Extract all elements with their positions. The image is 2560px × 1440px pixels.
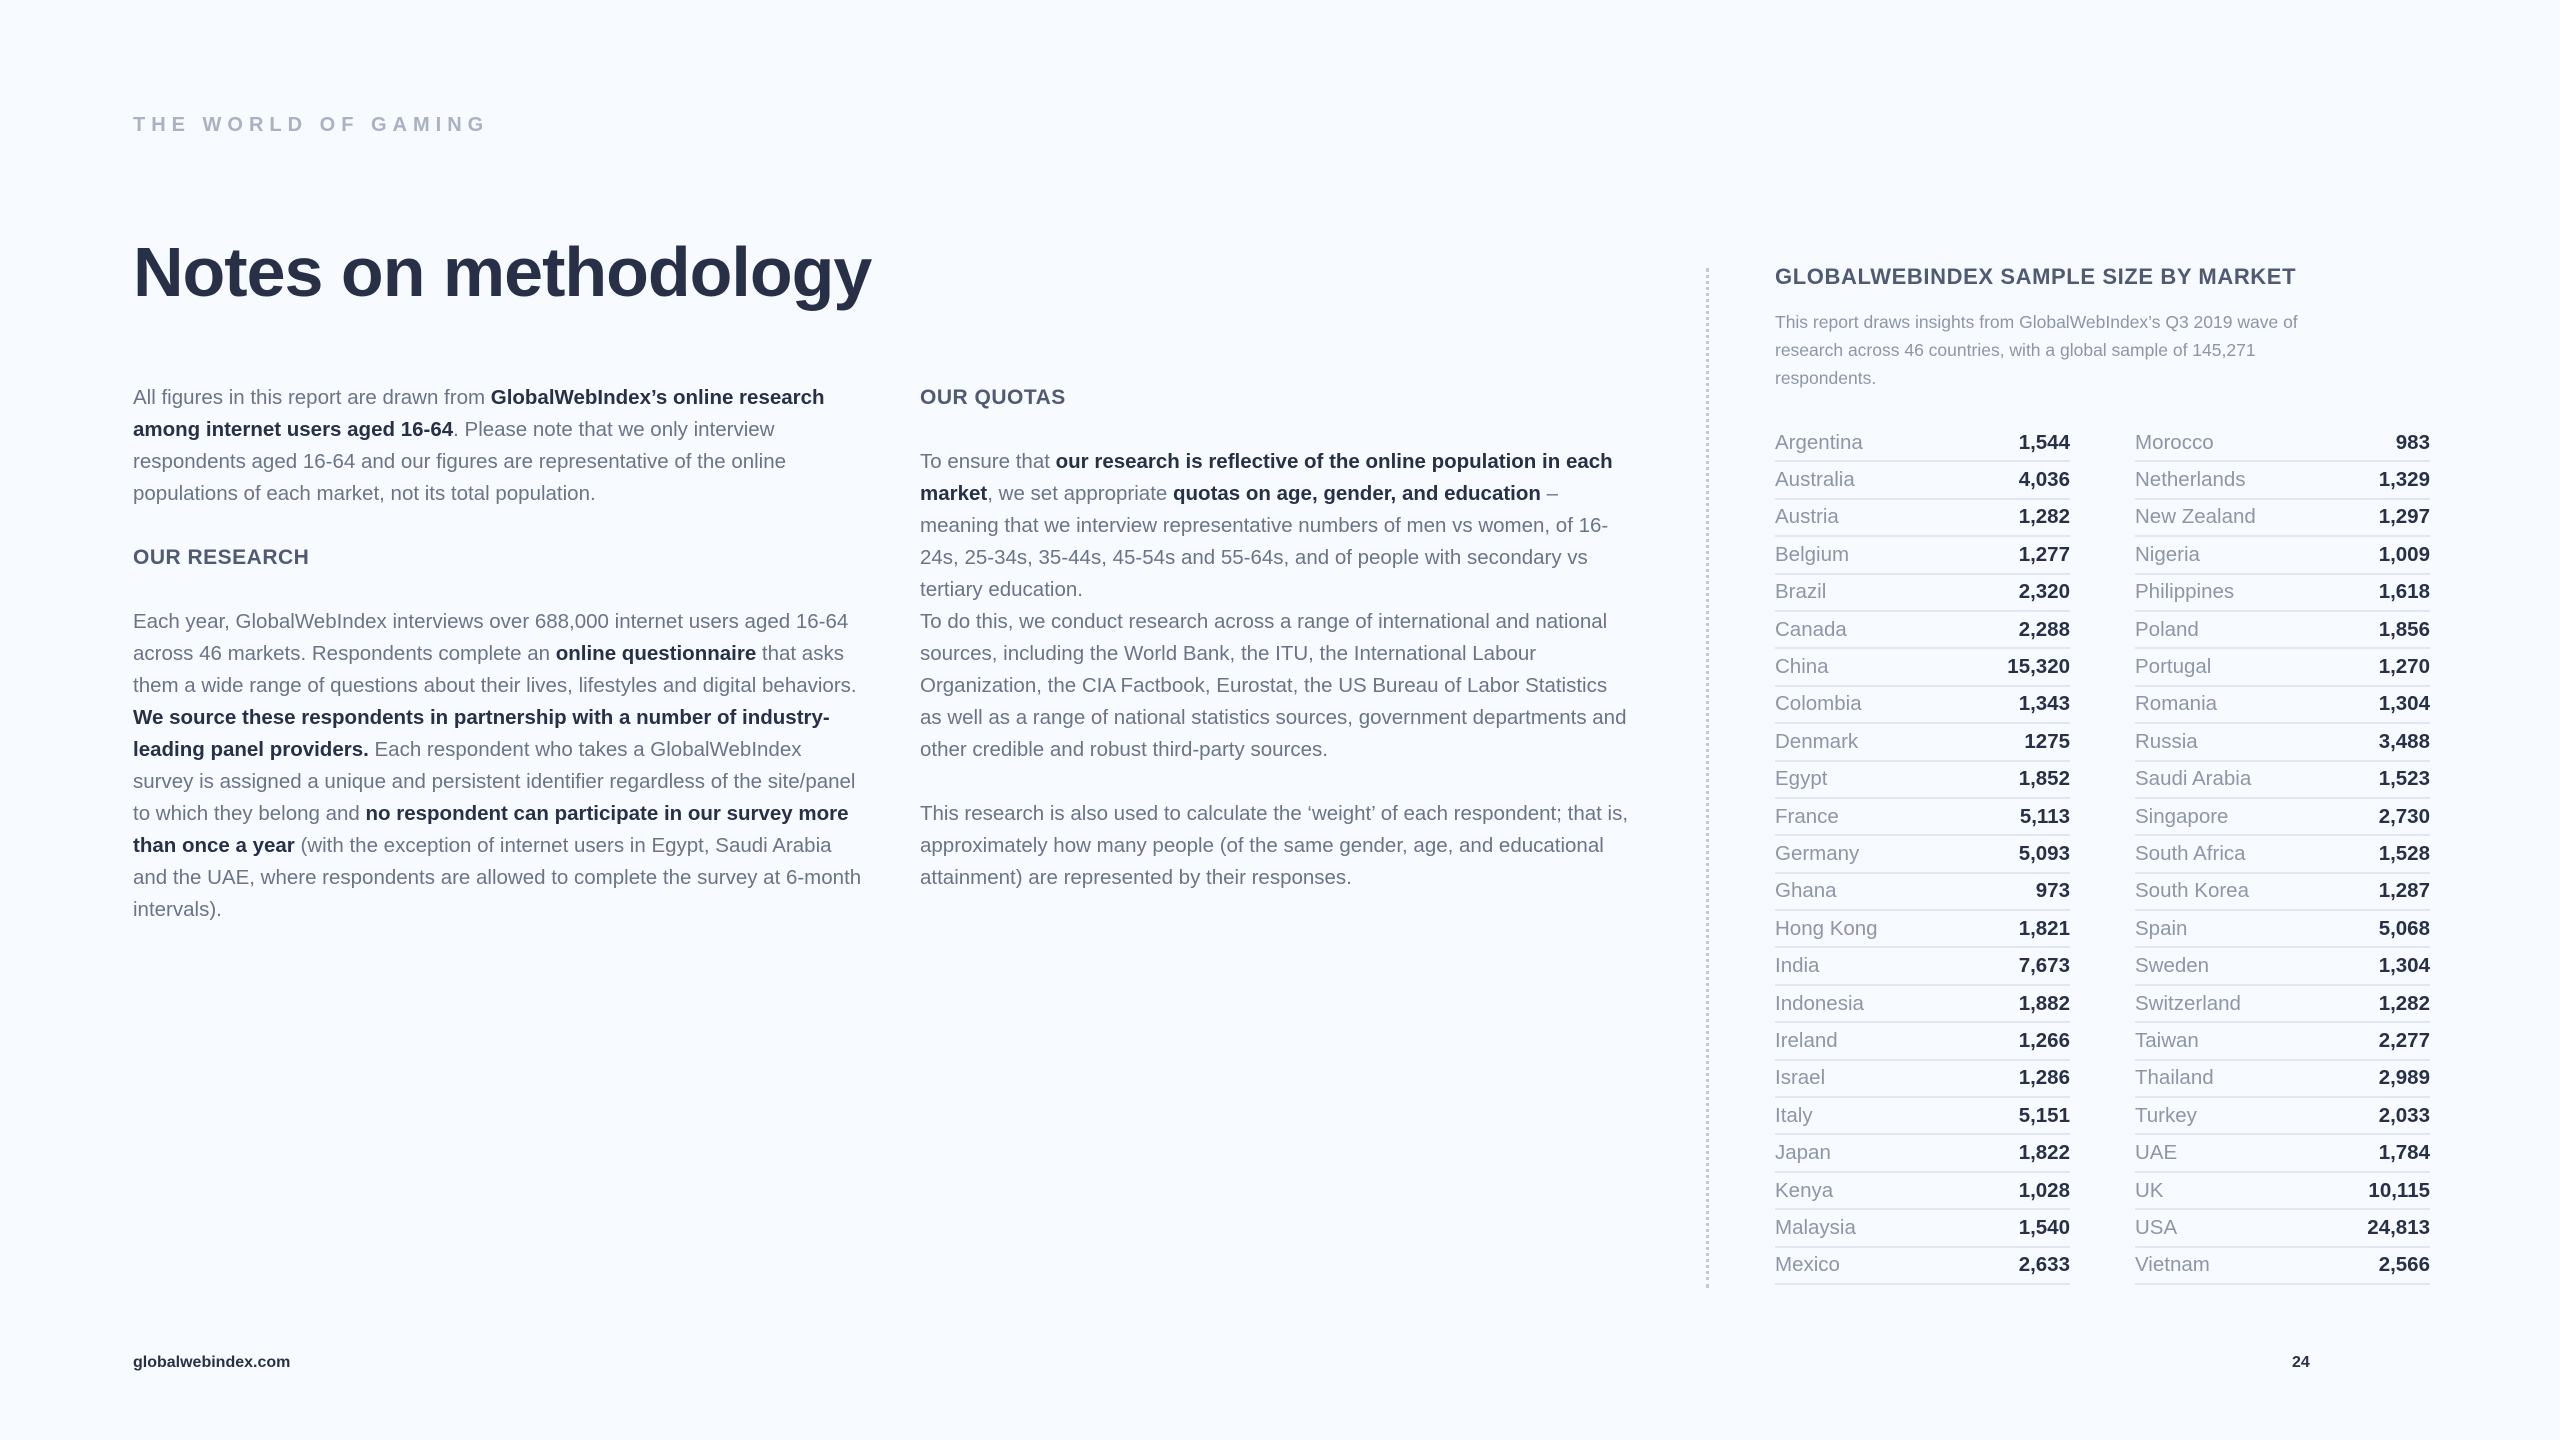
table-row: [1775, 500, 2070, 537]
country-name: Thailand: [2135, 1066, 2214, 1090]
country-name: Switzerland: [2135, 991, 2241, 1015]
sample-size: 983: [2395, 430, 2430, 454]
country-name: Brazil: [1775, 580, 1827, 604]
country-name: South Korea: [2135, 879, 2249, 903]
table-row: [2135, 1098, 2430, 1135]
sample-size: 3,488: [2378, 729, 2430, 753]
intro-text-1: All figures in this report are drawn from: [133, 386, 491, 409]
table-row: [1775, 462, 2070, 499]
dotted-divider: [1706, 268, 1709, 1288]
sample-size: 1,282: [2378, 991, 2430, 1015]
sample-size: 2,288: [2018, 617, 2070, 641]
sample-size: 1,287: [2378, 879, 2430, 903]
sample-size: 7,673: [2018, 954, 2070, 978]
table-row: [1775, 425, 2070, 462]
quotas-paragraph-3: This research is also used to calculate the ‘weight’ of each respondent; that is, approximately how many people (of the same gender, age, and educational attainment) are represented by their responses.: [920, 802, 1629, 889]
country-name: Egypt: [1775, 767, 1828, 791]
sample-table-right: [2135, 425, 2430, 1285]
country-name: Kenya: [1775, 1178, 1834, 1202]
sample-size: 1,523: [2378, 767, 2430, 791]
research-heading: OUR RESEARCH: [133, 546, 310, 569]
sample-size: 5,113: [2019, 804, 2070, 828]
table-row: [2135, 612, 2430, 649]
country-name: Ghana: [1775, 879, 1837, 903]
table-row: [1775, 1023, 2070, 1060]
sample-size: 1,270: [2378, 655, 2430, 679]
country-name: Hong Kong: [1775, 916, 1878, 940]
sample-size: 1,544: [2018, 430, 2070, 454]
table-row: [2135, 1248, 2430, 1285]
table-row: [1775, 874, 2070, 911]
research-paragraph: [133, 606, 863, 926]
country-name: Netherlands: [2135, 468, 2246, 492]
table-row: [1775, 537, 2070, 574]
sample-size: 1,028: [2018, 1178, 2070, 1202]
table-row: [2135, 575, 2430, 612]
country-name: USA: [2135, 1215, 2178, 1239]
table-row: [2135, 649, 2430, 686]
table-row: [1775, 687, 2070, 724]
table-row: [1775, 1098, 2070, 1135]
table-row: [2135, 874, 2430, 911]
sample-size: 2,566: [2378, 1253, 2430, 1277]
sample-size: 24,813: [2367, 1215, 2430, 1239]
country-name: Nigeria: [2135, 542, 2200, 566]
section-eyebrow: THE WORLD OF GAMING: [133, 114, 490, 136]
sample-size: 2,033: [2378, 1103, 2430, 1127]
sample-size: 1,784: [2378, 1141, 2430, 1165]
country-name: India: [1775, 954, 1820, 978]
country-name: Russia: [2135, 729, 2198, 753]
country-name: Sweden: [2135, 954, 2210, 978]
country-name: Philippines: [2135, 580, 2235, 604]
table-row: [2135, 986, 2430, 1023]
table-row: [2135, 425, 2430, 462]
table-row: [2135, 462, 2430, 499]
table-row: [2135, 948, 2430, 985]
country-name: Austria: [1775, 505, 1839, 529]
table-row: [1775, 575, 2070, 612]
table-row: [2135, 836, 2430, 873]
table-row: [2135, 1061, 2430, 1098]
table-row: [1775, 1061, 2070, 1098]
country-name: Colombia: [1775, 692, 1862, 716]
left-column: [133, 382, 863, 926]
research-text-1: Each year, GlobalWebIndex interviews over 688,000 internet users aged 16-64 across 46 markets. Respondents complete an: [133, 610, 849, 665]
intro-text-2: . Please note that we only interview respondents aged 16-64 and our figures are representative of the online populations of each market, not its total population.: [133, 418, 787, 505]
quotas-text-3: – meaning that we interview representative numbers of men vs women, of 16-24s, 25-34s, 35-44s, 45-54s and 55-64s, and of people with secondary vs tertiary education.: [920, 482, 1609, 601]
country-name: Indonesia: [1775, 991, 1864, 1015]
country-name: UK: [2135, 1178, 2164, 1202]
table-row: [1775, 986, 2070, 1023]
sample-size: 1,286: [2018, 1066, 2070, 1090]
sample-size: 10,115: [2368, 1178, 2430, 1202]
sample-description: This report draws insights from GlobalWebIndex’s Q3 2019 wave of research across 46 countries, with a global sample of 145,271 respondents.: [1775, 312, 2298, 388]
page-title: Notes on methodology: [133, 233, 872, 311]
sample-size: 1,277: [2018, 542, 2070, 566]
sample-size: 1,282: [2018, 505, 2070, 529]
country-name: Ireland: [1775, 1028, 1838, 1052]
country-name: Israel: [1775, 1066, 1826, 1090]
country-name: Singapore: [2135, 804, 2229, 828]
sample-size: 1,343: [2018, 692, 2070, 716]
country-name: France: [1775, 804, 1839, 828]
sample-size: 1,856: [2378, 617, 2430, 641]
country-name: Canada: [1775, 617, 1847, 641]
sample-title: GLOBALWEBINDEX SAMPLE SIZE BY MARKET: [1775, 264, 2297, 289]
country-name: Poland: [2135, 617, 2199, 641]
sample-size: 1,304: [2378, 954, 2430, 978]
sample-size: 1,009: [2378, 542, 2430, 566]
research-bold-3: no respondent can participate in our survey more than once a year: [133, 802, 849, 857]
sample-size: 2,989: [2378, 1066, 2430, 1090]
country-name: Morocco: [2135, 430, 2214, 454]
sample-size: 1,304: [2378, 692, 2430, 716]
country-name: Argentina: [1775, 430, 1863, 454]
sample-size: 2,277: [2378, 1028, 2430, 1052]
table-row: [2135, 1023, 2430, 1060]
country-name: Spain: [2135, 916, 2188, 940]
table-row: [2135, 1210, 2430, 1247]
table-row: [2135, 537, 2430, 574]
sample-size: 1,822: [2018, 1141, 2070, 1165]
table-row: [1775, 836, 2070, 873]
quotas-text-1: To ensure that: [920, 450, 1056, 473]
intro-bold-1: GlobalWebIndex’s online research among internet users aged 16-64: [133, 386, 825, 441]
sample-size: 1,618: [2378, 580, 2430, 604]
page-number: 24: [2292, 1354, 2310, 1371]
country-name: Japan: [1775, 1141, 1831, 1165]
quotas-paragraph-2: To do this, we conduct research across a range of international and national sources, including the World Bank, the ITU, the International Labour Organization, the CIA Factbook, Eurostat, the US Bureau of Labor Statistics as well as a range of national statistics sources, government departments and other credible and robust third-party sources.: [920, 610, 1627, 761]
research-text-4: (with the exception of internet users in Egypt, Saudi Arabia and the UAE, where respondents are allowed to complete the survey at 6-month intervals).: [133, 834, 862, 921]
table-row: [2135, 762, 2430, 799]
country-name: South Africa: [2135, 841, 2246, 865]
sample-size: 5,068: [2378, 916, 2430, 940]
quotas-bold-2: quotas on age, gender, and education: [1173, 482, 1541, 505]
sample-size: 1,297: [2378, 505, 2430, 529]
research-text-2: that asks them a wide range of questions about their lives, lifestyles and digital behaviors.: [133, 642, 857, 697]
country-name: Romania: [2135, 692, 2218, 716]
quotas-paragraph-1: [920, 446, 1630, 606]
country-name: Vietnam: [2135, 1253, 2210, 1277]
table-row: [2135, 500, 2430, 537]
country-name: Portugal: [2135, 655, 2212, 679]
middle-column: [920, 382, 1630, 894]
table-row: [1775, 649, 2070, 686]
sample-size: 15,320: [2007, 655, 2070, 679]
sample-size: 5,151: [2018, 1103, 2070, 1127]
country-name: Mexico: [1775, 1253, 1840, 1277]
quotas-text-2: , we set appropriate: [987, 482, 1173, 505]
country-name: Malaysia: [1775, 1215, 1856, 1239]
sample-size: 1,821: [2018, 916, 2070, 940]
sample-size: 973: [2035, 879, 2070, 903]
country-name: Taiwan: [2135, 1028, 2199, 1052]
table-row: [1775, 799, 2070, 836]
table-row: [1775, 948, 2070, 985]
footer-site: globalwebindex.com: [133, 1354, 291, 1371]
table-row: [1775, 1135, 2070, 1172]
sample-size: 2,320: [2018, 580, 2070, 604]
table-row: [2135, 687, 2430, 724]
table-row: [1775, 724, 2070, 761]
sample-size: 1,852: [2018, 767, 2070, 791]
table-row: [2135, 799, 2430, 836]
sample-size: 2,730: [2378, 804, 2430, 828]
table-row: [2135, 724, 2430, 761]
country-name: Germany: [1775, 841, 1860, 865]
country-name: China: [1775, 655, 1829, 679]
table-row: [1775, 1248, 2070, 1285]
country-name: Denmark: [1775, 729, 1859, 753]
sample-size: 1,540: [2018, 1215, 2070, 1239]
sample-table-left: [1775, 425, 2070, 1285]
table-row: [1775, 762, 2070, 799]
country-name: Australia: [1775, 468, 1855, 492]
sample-size: 1,329: [2378, 468, 2430, 492]
sample-size: 1,882: [2018, 991, 2070, 1015]
sample-size: 1275: [2024, 729, 2070, 753]
research-bold-1: online questionnaire: [555, 642, 757, 665]
quotas-bold-1: our research is reflective of the online population in each market: [920, 450, 1613, 505]
research-text-3: Each respondent who takes a GlobalWebIndex survey is assigned a unique and persistent identifier regardless of the site/panel to which they belong and: [133, 738, 856, 825]
country-name: UAE: [2135, 1141, 2178, 1165]
quotas-heading: OUR QUOTAS: [920, 386, 1066, 409]
sample-size: 5,093: [2018, 841, 2070, 865]
country-name: Italy: [1775, 1103, 1813, 1127]
country-name: Saudi Arabia: [2135, 767, 2252, 791]
table-row: [2135, 911, 2430, 948]
table-row: [2135, 1135, 2430, 1172]
sample-size: 1,266: [2018, 1028, 2070, 1052]
intro-paragraph: [133, 382, 863, 510]
country-name: New Zealand: [2135, 505, 2256, 529]
sample-size: 1,528: [2378, 841, 2430, 865]
sample-size: 4,036: [2018, 468, 2070, 492]
table-row: [1775, 1210, 2070, 1247]
table-row: [1775, 1173, 2070, 1210]
country-name: Turkey: [2135, 1103, 2197, 1127]
country-name: Belgium: [1775, 542, 1850, 566]
table-row: [1775, 911, 2070, 948]
table-row: [1775, 612, 2070, 649]
sample-size: 2,633: [2018, 1253, 2070, 1277]
table-row: [2135, 1173, 2430, 1210]
research-bold-2: We source these respondents in partnership with a number of industry-leading panel providers.: [133, 706, 830, 761]
